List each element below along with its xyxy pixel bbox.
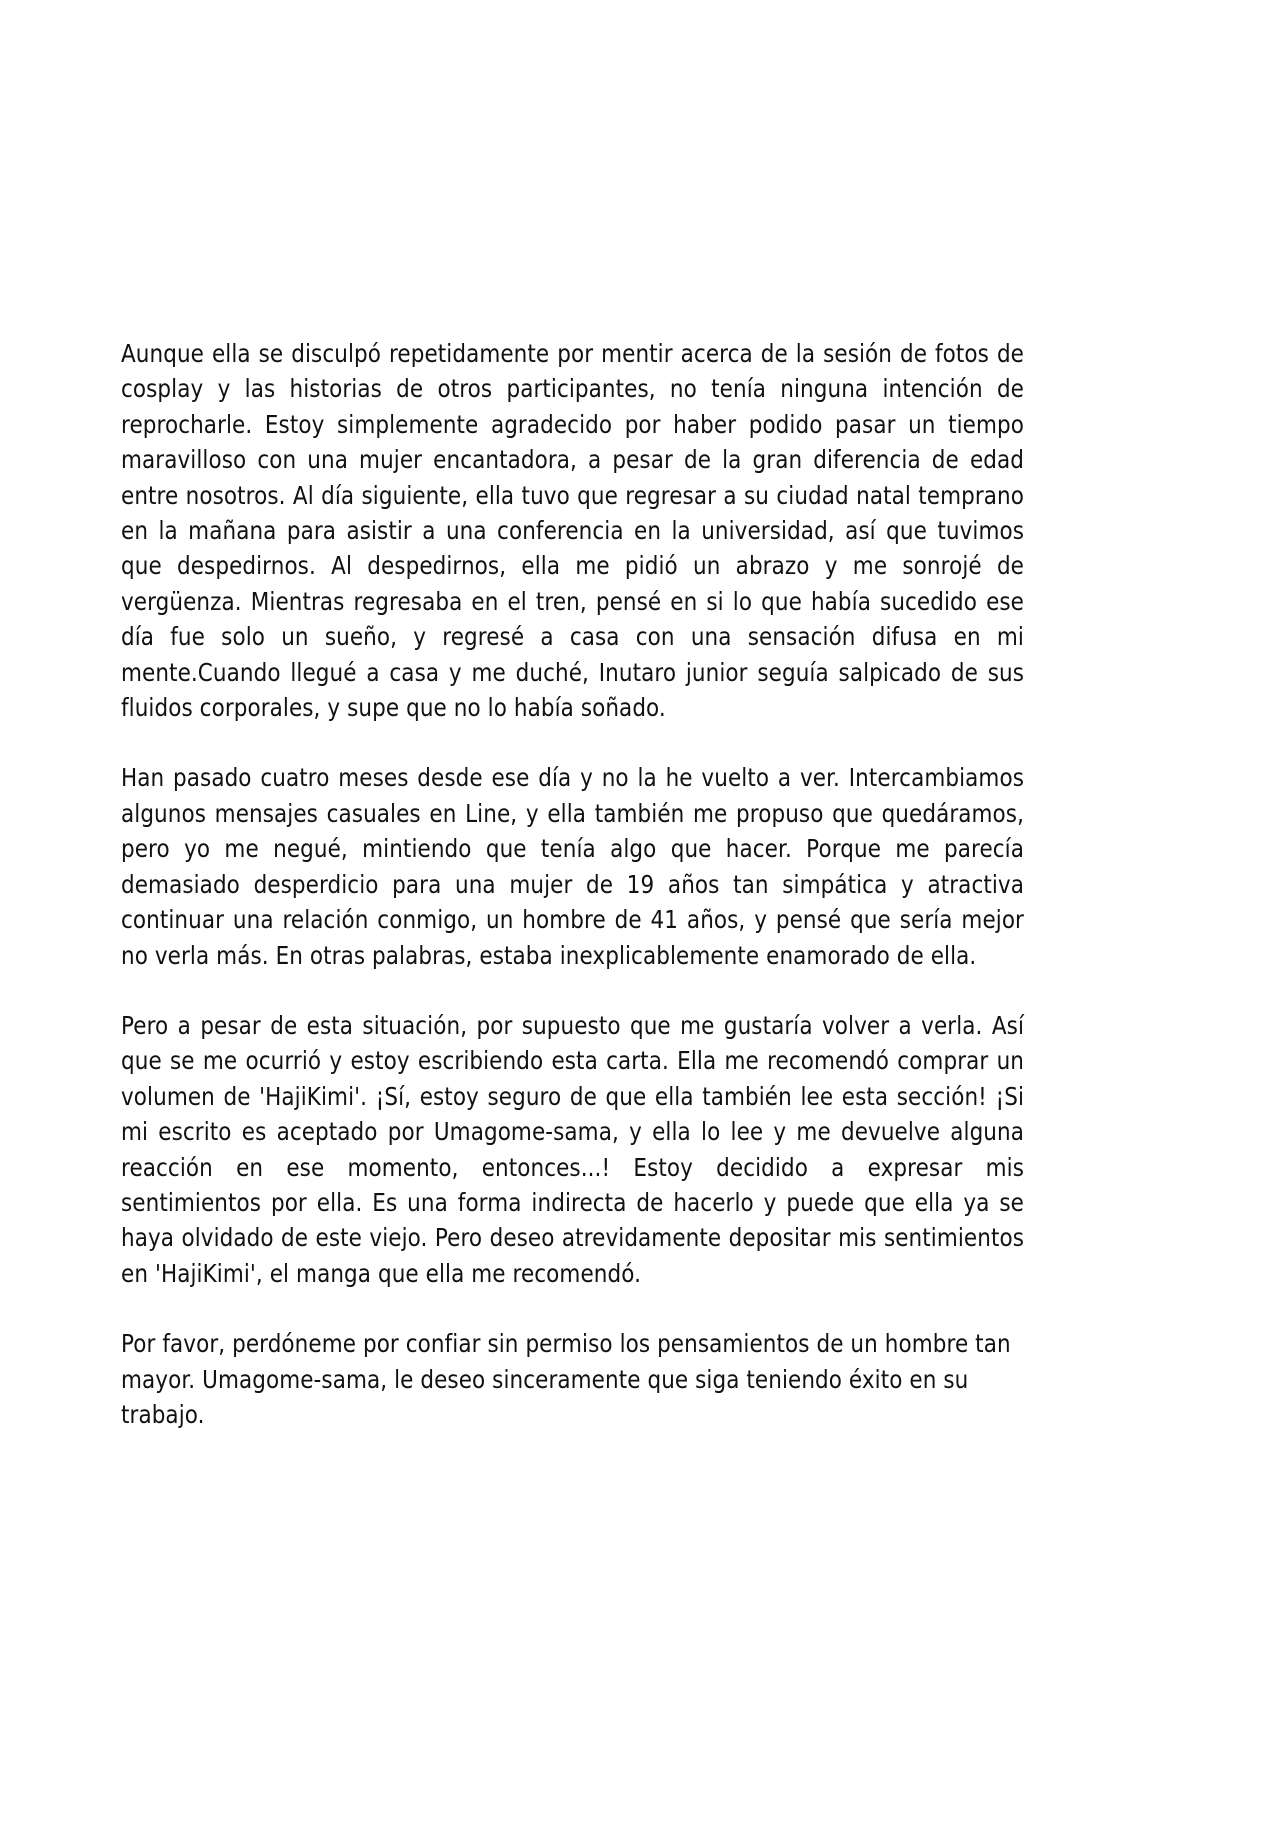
paragraph-3: Pero a pesar de esta situación, por supuesto que me gustaría volver a verla. Así que se me ocurrió y estoy escribiendo esta carta. Ella me recomendó comprar un volumen de 'HajiKimi'. ¡Sí, estoy seguro de que ella también lee esta sección! ¡Si mi escrito es aceptado por Umagome-sama, y ella lo lee y me devuelve alguna reacción en ese momento, entonces...! Estoy decidido a expresar mis sentimientos por ella. Es una forma indirecta de hacerlo y puede que ella ya se haya olvidado de este viejo. Pero deseo atrevidamente depositar mis sentimientos en 'HajiKimi', el manga que ella me recomendó. bbox=[121, 1010, 1024, 1288]
paragraph-1: Aunque ella se disculpó repetidamente por mentir acerca de la sesión de fotos de cosplay y las historias de otros participantes, no tenía ninguna intención de reprocharle. Estoy simplemente agradecido por haber podido pasar un tiempo maravilloso con una mujer encantadora, a pesar de la gran diferencia de edad entre nosotros. Al día siguiente, ella tuvo que regresar a su ciudad natal temprano en la mañana para asistir a una conferencia en la universidad, así que tuvimos que despedirnos. Al despedirnos, ella me pidió un abrazo y me sonrojé de vergüenza. Mientras regresaba en el tren, pensé en si lo que había sucedido ese día fue solo un sueño, y regresé a casa con una sensación difusa en mi mente.Cuando llegué a casa y me duché, Inutaro junior seguía salpicado de sus fluidos corporales, y supe que no lo había soñado. bbox=[121, 339, 1024, 723]
letter-body bbox=[121, 336, 1024, 1432]
paragraph-4: Por favor, perdóneme por confiar sin permiso los pensamientos de un hombre tan mayor. Umagome-sama, le deseo sinceramente que siga teniendo éxito en su trabajo. bbox=[121, 1329, 1011, 1429]
paragraph-2: Han pasado cuatro meses desde ese día y no la he vuelto a ver. Intercambiamos algunos mensajes casuales en Line, y ella también me propuso que quedáramos, pero yo me negué, mintiendo que tenía algo que hacer. Porque me parecía demasiado desperdicio para una mujer de 19 años tan simpática y atractiva continuar una relación conmigo, un hombre de 41 años, y pensé que sería mejor no verla más. En otras palabras, estaba inexplicablemente enamorado de ella. bbox=[121, 763, 1024, 970]
